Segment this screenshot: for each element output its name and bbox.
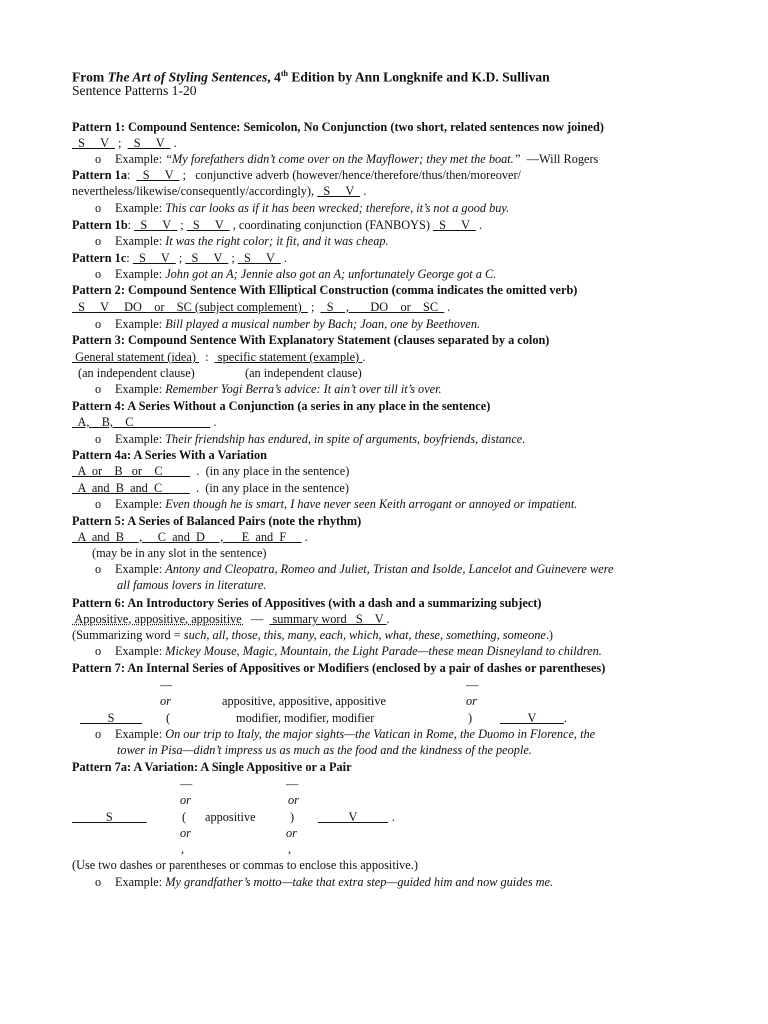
pattern-6-heading: Pattern 6: An Introductory Series of Appositives (with a dash and a summarizing subject) xyxy=(72,596,542,610)
pattern-5-example-cont: all famous lovers in literature. xyxy=(117,578,267,592)
pattern-7-or-left: or xyxy=(160,694,171,708)
pattern-7-example: o Example: On our trip to Italy, the major sights—the Vatican in Rome, the Duomo in Florence, the xyxy=(95,727,596,741)
pattern-5-note: (may be in any slot in the sentence) xyxy=(92,546,267,560)
pattern-7a-or-right-1: or xyxy=(288,793,299,807)
pattern-3-heading: Pattern 3: Compound Sentence With Explanatory Statement (clauses separated by a colon) xyxy=(72,333,550,347)
pattern-1a-line1: Pattern 1a: S V ; conjunctive adverb (however/hence/therefore/thus/then/moreover/ xyxy=(72,168,521,182)
pattern-7-dash-right: — xyxy=(466,678,479,692)
pattern-1a-example: o Example: This car looks as if it has been wrecked; therefore, it’s not a good buy. xyxy=(95,201,510,215)
pattern-4-heading: Pattern 4: A Series Without a Conjunction (a series in any place in the sentence) xyxy=(72,399,491,413)
pattern-1c-example: o Example: John got an A; Jennie also got an A; unfortunately George got a C. xyxy=(95,267,497,281)
pattern-5-heading: Pattern 5: A Series of Balanced Pairs (note the rhythm) xyxy=(72,514,362,528)
pattern-7a-dash-right: — xyxy=(286,777,299,791)
pattern-7-example-cont: tower in Pisa—didn’t impress us as much as the food and the kindness of the people. xyxy=(117,743,532,757)
pattern-2-example: o Example: Bill played a musical number by Bach; Joan, one by Beethoven. xyxy=(95,317,481,331)
pattern-1c-formula: Pattern 1c: S V ; S V ; S V . xyxy=(72,251,287,265)
pattern-7a-or-left-1: or xyxy=(180,793,191,807)
pattern-7-dash-left: — xyxy=(160,678,173,692)
pattern-4a-formula-2: A and B and C . (in any place in the sentence) xyxy=(72,481,349,495)
pattern-7-or-right: or xyxy=(466,694,477,708)
pattern-4a-formula-1: A or B or C . (in any place in the sentence) xyxy=(72,464,350,478)
pattern-2-formula: S V DO or SC (subject complement) ; S , DO or SC . xyxy=(72,300,451,314)
pattern-7-subject-slot: S xyxy=(80,711,143,725)
pattern-3-note-2: (an independent clause) xyxy=(245,366,362,380)
pattern-7a-note: (Use two dashes or parentheses or commas to enclose this appositive.) xyxy=(72,858,418,872)
pattern-7a-comma-left: , xyxy=(181,842,185,856)
pattern-7a-example: o Example: My grandfather’s motto—take that extra step—guided him and now guides me. xyxy=(95,875,554,889)
pattern-7-right-paren: ) xyxy=(468,711,473,725)
pattern-7-heading: Pattern 7: An Internal Series of Appositives or Modifiers (enclosed by a pair of dashes or parentheses) xyxy=(72,661,606,675)
pattern-1-example: o Example: “My forefathers didn’t come over on the Mayflower; they met the boat.” —Will Rogers xyxy=(95,152,599,166)
pattern-7-appositives: appositive, appositive, appositive xyxy=(222,694,386,708)
pattern-4a-example: o Example: Even though he is smart, I have never seen Keith arrogant or annoyed or impatient. xyxy=(95,497,578,511)
pattern-7a-left-paren: ( xyxy=(182,810,187,824)
pattern-7a-heading: Pattern 7a: A Variation: A Single Appositive or a Pair xyxy=(72,760,352,774)
pattern-5-example: o Example: Antony and Cleopatra, Romeo and Juliet, Tristan and Isolde, Lancelot and Guinevere were xyxy=(95,562,614,576)
pattern-4-example: o Example: Their friendship has endured, in spite of arguments, boyfriends, distance. xyxy=(95,432,526,446)
pattern-1a-line2: nevertheless/likewise/consequently/accordingly), S V . xyxy=(72,184,367,198)
pattern-4a-heading: Pattern 4a: A Series With a Variation xyxy=(72,448,267,462)
pattern-7a-or-right-2: or xyxy=(286,826,297,840)
pattern-3-example: o Example: Remember Yogi Berra’s advice: It ain’t over till it’s over. xyxy=(95,382,442,396)
pattern-7-modifiers: modifier, modifier, modifier xyxy=(236,711,375,725)
pattern-7-left-paren: ( xyxy=(166,711,171,725)
pattern-3-note-1: (an independent clause) xyxy=(78,366,195,380)
pattern-5-formula: A and B , C and D , E and F . xyxy=(72,530,308,544)
pattern-6-example: o Example: Mickey Mouse, Magic, Mountain, the Light Parade—these mean Disneyland to children. xyxy=(95,644,602,658)
pattern-7a-appositive: appositive xyxy=(205,810,256,824)
pattern-7a-subject-slot: S xyxy=(72,810,147,824)
pattern-7a-right-paren: ) xyxy=(290,810,295,824)
pattern-6-formula: Appositive, appositive, appositive — summary word S V . xyxy=(72,612,390,626)
pattern-1-heading: Pattern 1: Compound Sentence: Semicolon, No Conjunction (two short, related sentences now joined) xyxy=(72,120,604,134)
pattern-7a-or-left-2: or xyxy=(180,826,191,840)
pattern-4-formula: A, B, C . xyxy=(72,415,217,429)
pattern-3-formula: General statement (idea) : specific statement (example) . xyxy=(72,350,366,364)
pattern-7a-dash-left: — xyxy=(180,777,193,791)
pattern-1b-example: o Example: It was the right color; it fit, and it was cheap. xyxy=(95,234,389,248)
pattern-7a-verb-slot: V . xyxy=(318,810,395,824)
pattern-1-formula: S V ; S V . xyxy=(72,136,177,150)
pattern-6-note: (Summarizing word = such, all, those, this, many, each, which, what, these, something, someone.) xyxy=(72,628,554,642)
document-subtitle: Sentence Patterns 1-20 xyxy=(72,83,197,98)
document-title: From The Art of Styling Sentences, 4th Edition by Ann Longknife and K.D. Sullivan xyxy=(72,69,550,85)
pattern-1b-formula: Pattern 1b: S V ; S V , coordinating conjunction (FANBOYS) S V . xyxy=(72,218,483,232)
pattern-2-heading: Pattern 2: Compound Sentence With Elliptical Construction (comma indicates the omitted verb) xyxy=(72,283,578,297)
pattern-7-verb-slot: V . xyxy=(500,711,567,725)
pattern-7a-comma-right: , xyxy=(288,842,292,856)
